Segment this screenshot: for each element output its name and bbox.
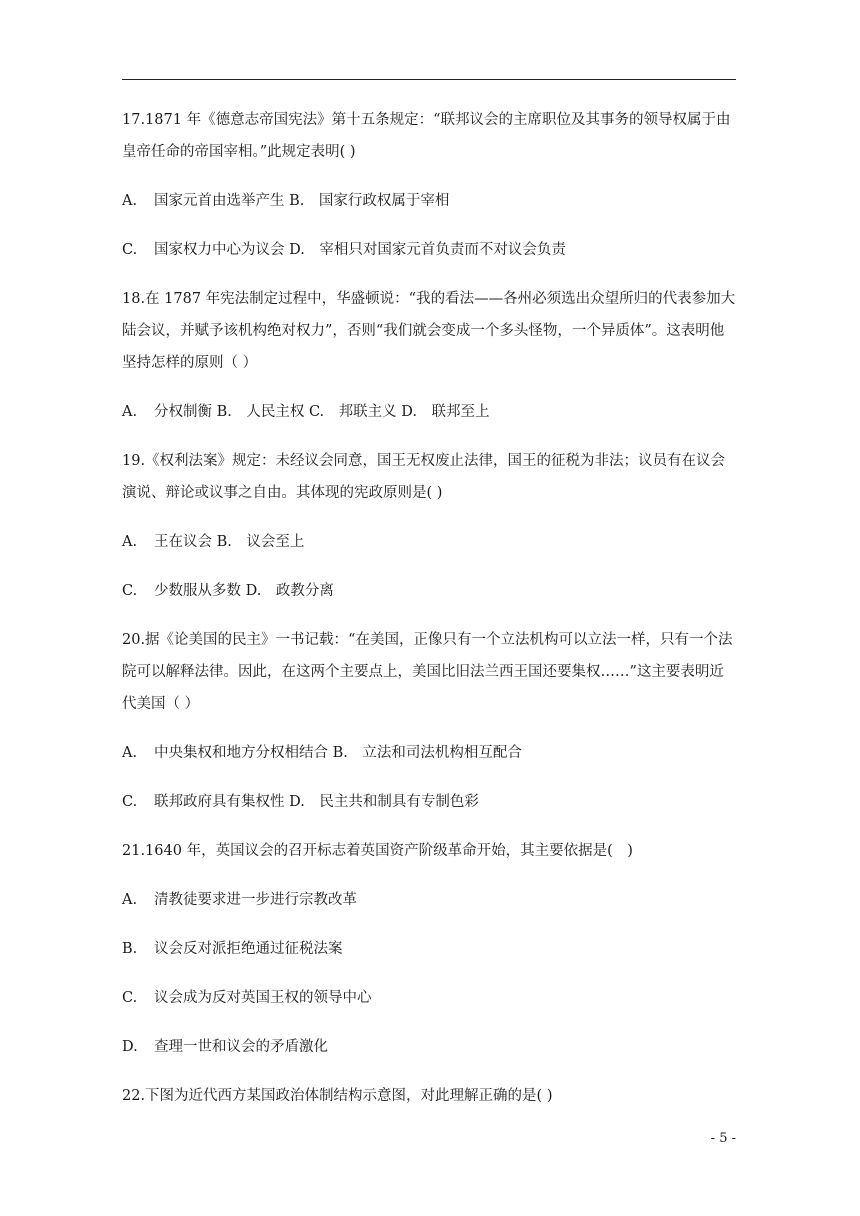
option-line	[122, 737, 737, 769]
option-text: 国家元首由选举产生 B. 国家行政权属于宰相	[154, 193, 450, 209]
option-line	[122, 1031, 737, 1063]
question-stem: 19.《权利法案》规定：未经议会同意，国王无权废止法律，国王的征税为非法；议员有在议会演说、辩论或议事之自由。其体现的宪政原则是( )	[122, 453, 726, 501]
question-stem: 20.据《论美国的民主》一书记载：“在美国，正像只有一个立法机构可以立法一样，只有一个法院可以解释法律。因此，在这两个主要点上，美国比旧法兰西王国还要集权……”这主要表明近代美国（ ）	[122, 632, 733, 712]
option-text: 中央集权和地方分权相结合 B. 立法和司法机构相互配合	[154, 745, 522, 761]
option-line	[122, 185, 737, 217]
option-letter: A.	[122, 534, 138, 550]
option-line	[122, 884, 737, 916]
option-text: 查理一世和议会的矛盾激化	[154, 1039, 328, 1055]
option-letter: D.	[122, 1039, 138, 1055]
option-text: 国家权力中心为议会 D. 宰相只对国家元首负责而不对议会负责	[154, 242, 566, 258]
option-letter: A.	[122, 745, 138, 761]
option-text: 联邦政府具有集权性 D. 民主共和制具有专制色彩	[154, 794, 479, 810]
option-line	[122, 526, 737, 558]
option-letter: C.	[122, 242, 138, 258]
header-rule	[122, 79, 736, 80]
question-list	[122, 104, 737, 1112]
option-letter: C.	[122, 583, 138, 599]
page-number: - 5 -	[710, 1131, 736, 1146]
question-stem: 22.下图为近代西方某国政治体制结构示意图，对此理解正确的是( )	[122, 1088, 553, 1104]
option-letter: A.	[122, 193, 138, 209]
option-letter: C.	[122, 990, 138, 1006]
option-line	[122, 396, 737, 428]
option-text: 少数服从多数 D. 政教分离	[154, 583, 334, 599]
option-line	[122, 234, 737, 266]
option-letter: A.	[122, 892, 138, 908]
option-line	[122, 933, 737, 965]
option-line	[122, 982, 737, 1014]
question-stem: 17.1871 年《德意志帝国宪法》第十五条规定：“联邦议会的主席职位及其事务的领导权属于由皇帝任命的帝国宰相。”此规定表明( )	[122, 112, 731, 160]
option-text: 清教徒要求进一步进行宗教改革	[154, 892, 357, 908]
option-letter: B.	[122, 941, 138, 957]
question-stem: 18.在 1787 年宪法制定过程中，华盛顿说：“我的看法——各州必须选出众望所归的代表参加大陆会议，并赋予该机构绝对权力”，否则“我们就会变成一个多头怪物，一个异质体”。这表明他坚持怎样的原则（ ）	[122, 291, 736, 371]
option-text: 议会反对派拒绝通过征税法案	[154, 941, 343, 957]
option-letter: A.	[122, 404, 138, 420]
option-line	[122, 786, 737, 818]
option-text: 王在议会 B. 议会至上	[154, 534, 305, 550]
option-text: 分权制衡 B. 人民主权 C. 邦联主义 D. 联邦至上	[154, 404, 490, 420]
question-stem: 21.1640 年，英国议会的召开标志着英国资产阶级革命开始，其主要依据是( )	[122, 843, 633, 859]
option-text: 议会成为反对英国王权的领导中心	[154, 990, 372, 1006]
option-letter: C.	[122, 794, 138, 810]
option-line	[122, 575, 737, 607]
